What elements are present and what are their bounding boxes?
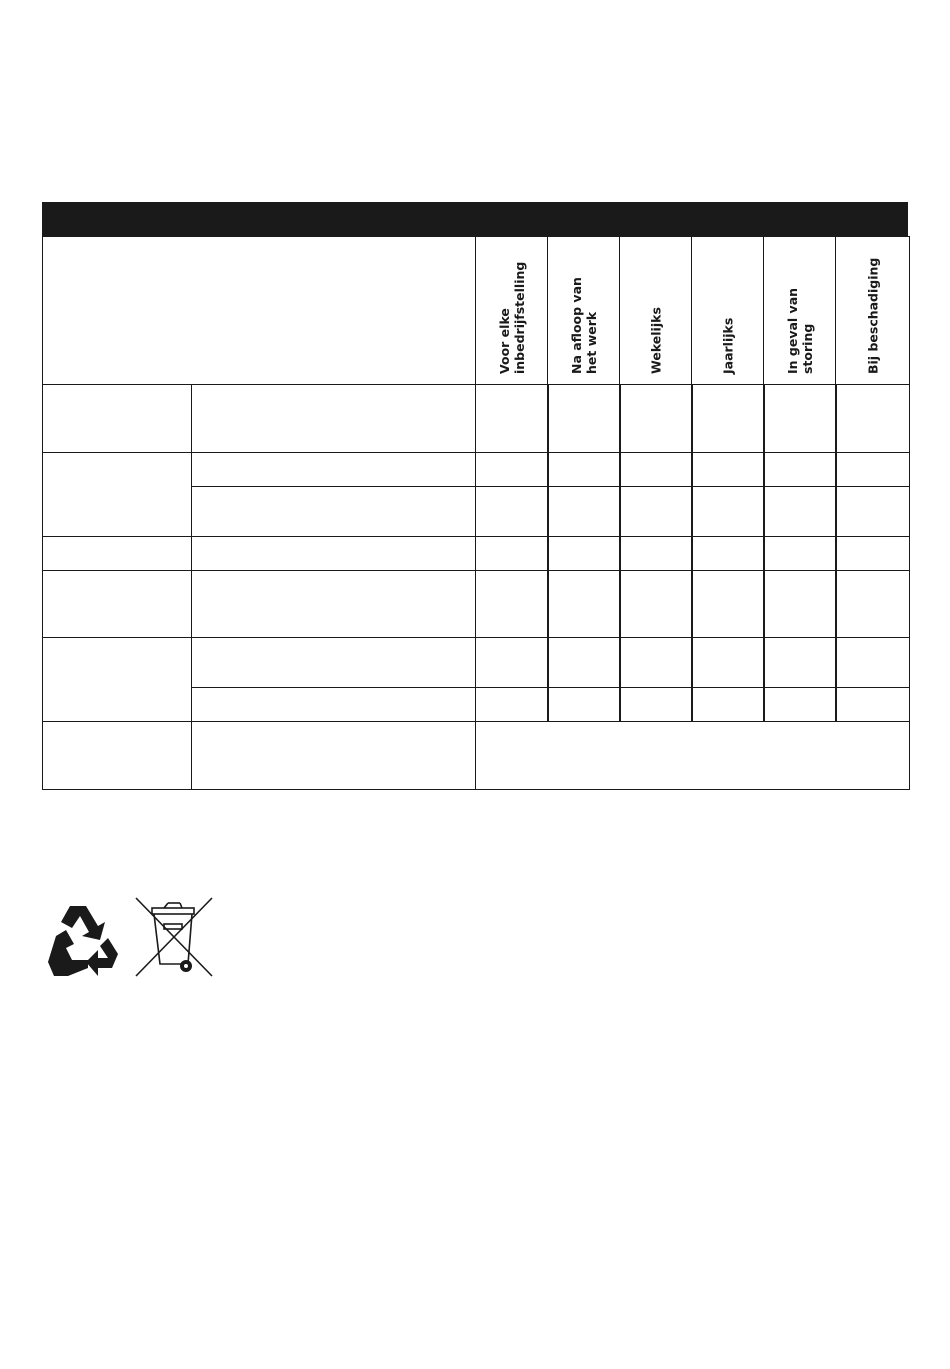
recycle-icon [48,902,120,978]
check-cell [692,385,764,453]
check-cell [548,688,620,722]
check-cell [476,537,548,571]
check-cell [764,571,836,638]
disposal-icons [48,896,218,980]
component-cell [43,722,192,790]
check-cell [620,487,692,537]
table-row [43,385,910,453]
component-cell [43,453,192,537]
check-cell [692,487,764,537]
interval-label: Voor elke inbedrijfstelling [496,261,527,374]
header-cell-on-failure [764,237,836,385]
check-cell [476,571,548,638]
check-cell [548,385,620,453]
task-cell [192,537,476,571]
interval-label: Jaarlijks [720,317,735,374]
check-cell [836,453,910,487]
check-cell [836,638,910,688]
component-cell [43,537,192,571]
interval-label: Na afloop van het werk [568,277,599,374]
check-cell [764,638,836,688]
table-row [43,537,910,571]
check-cell [548,487,620,537]
check-cell [692,571,764,638]
check-cell [620,638,692,688]
check-cell [764,453,836,487]
check-cell [548,537,620,571]
check-cell [692,638,764,688]
check-cell [836,487,910,537]
header-cell-yearly [692,237,764,385]
table-row [43,638,910,688]
component-cell [43,638,192,722]
header-cell-after-work [548,237,620,385]
header-cell-weekly [620,237,692,385]
header-cell-on-damage [836,237,910,385]
task-cell [192,453,476,487]
task-cell [192,638,476,688]
check-cell [692,537,764,571]
interval-label: Wekelijks [648,307,663,374]
task-cell [192,385,476,453]
table-row [43,722,910,790]
check-cell [836,537,910,571]
header-cell-before-each-start [476,237,548,385]
component-cell [43,571,192,638]
check-cell [476,638,548,688]
check-cell [692,453,764,487]
header-blank-cell [43,237,476,385]
check-cell [620,453,692,487]
interval-label: In geval van storing [784,287,815,374]
check-cell [476,385,548,453]
check-cell [548,638,620,688]
table-row [43,453,910,487]
check-cell [548,453,620,487]
check-cell [548,571,620,638]
table-header-row [43,237,910,385]
check-cell [620,385,692,453]
check-cell [476,453,548,487]
merged-interval-cell [476,722,910,790]
check-cell [692,688,764,722]
table-row [43,571,910,638]
check-cell [764,385,836,453]
task-cell [192,688,476,722]
check-cell [620,537,692,571]
check-cell [764,688,836,722]
check-cell [476,487,548,537]
check-cell [836,571,910,638]
check-cell [620,688,692,722]
check-cell [764,537,836,571]
check-cell [764,487,836,537]
crossed-out-wheelie-bin-icon [134,896,216,980]
check-cell [476,688,548,722]
maintenance-schedule-table [42,236,910,790]
check-cell [620,571,692,638]
check-cell [836,385,910,453]
task-cell [192,487,476,537]
check-cell [836,688,910,722]
interval-label: Bij beschadiging [865,257,880,374]
task-cell [192,722,476,790]
task-cell [192,571,476,638]
component-cell [43,385,192,453]
table-title-bar [42,202,908,236]
